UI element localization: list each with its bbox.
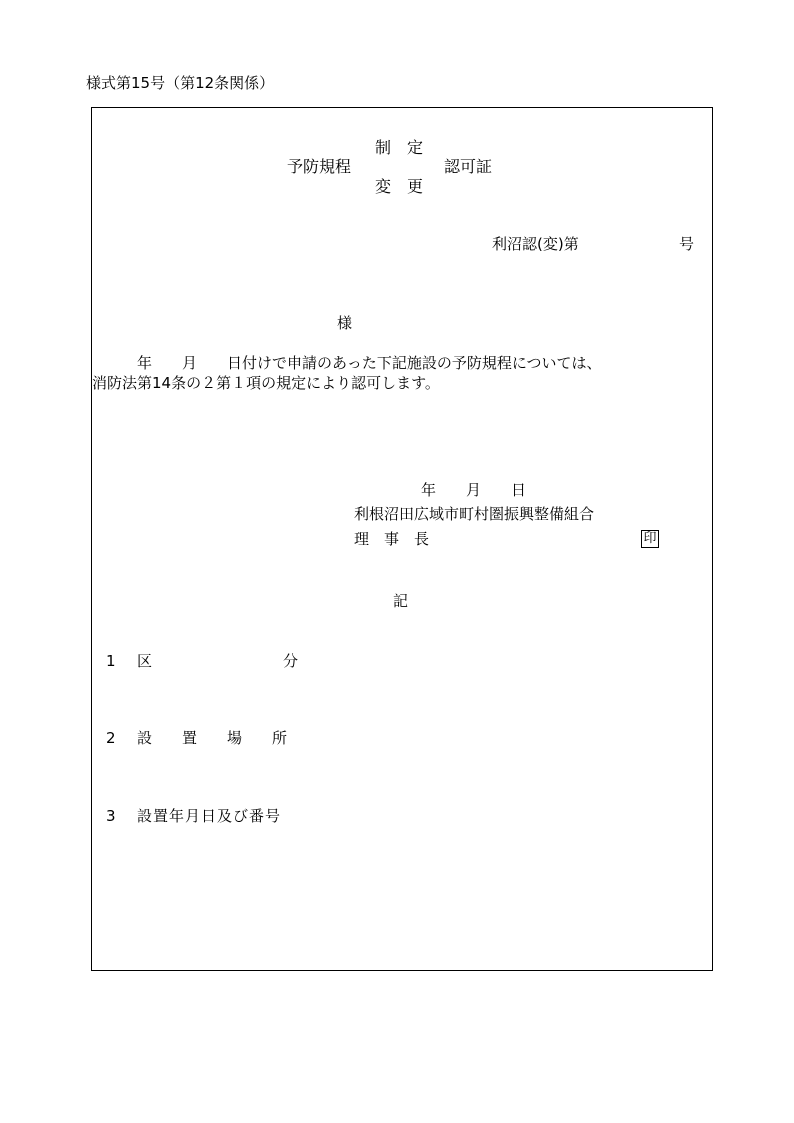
item-3-number: 3: [106, 807, 116, 825]
issuer-organization: 利根沼田広域市町村圏振興整備組合: [354, 505, 595, 523]
reference-number-prefix: 利沼認(変)第: [492, 235, 579, 253]
reference-number-suffix: 号: [679, 235, 695, 253]
title-option-establish: 制 定: [375, 138, 424, 157]
issue-date: 年 月 日: [421, 481, 527, 499]
ki-heading: 記: [393, 592, 409, 610]
title-option-change: 変 更: [375, 177, 424, 196]
item-2-label: 設 置 場 所: [137, 729, 288, 747]
body-text-line-2: 消防法第14条の２第１項の規定により認可します。: [92, 374, 440, 392]
item-2-number: 2: [106, 729, 116, 747]
issuer-title: 理 事 長: [354, 530, 430, 548]
title-suffix: 認可証: [444, 157, 493, 176]
item-1-number: 1: [106, 652, 116, 670]
item-1-label-end: 分: [283, 652, 299, 670]
seal-stamp: 印: [641, 530, 659, 548]
recipient-honorific: 様: [337, 314, 353, 332]
item-1-label-start: 区: [137, 652, 153, 670]
form-number: 様式第15号（第12条関係）: [86, 74, 275, 92]
item-3-label: 設置年月日及び番号: [137, 807, 282, 825]
body-text-line-1: 年 月 日付けで申請のあった下記施設の予防規程については、: [92, 354, 602, 372]
title-prefix: 予防規程: [287, 157, 352, 176]
